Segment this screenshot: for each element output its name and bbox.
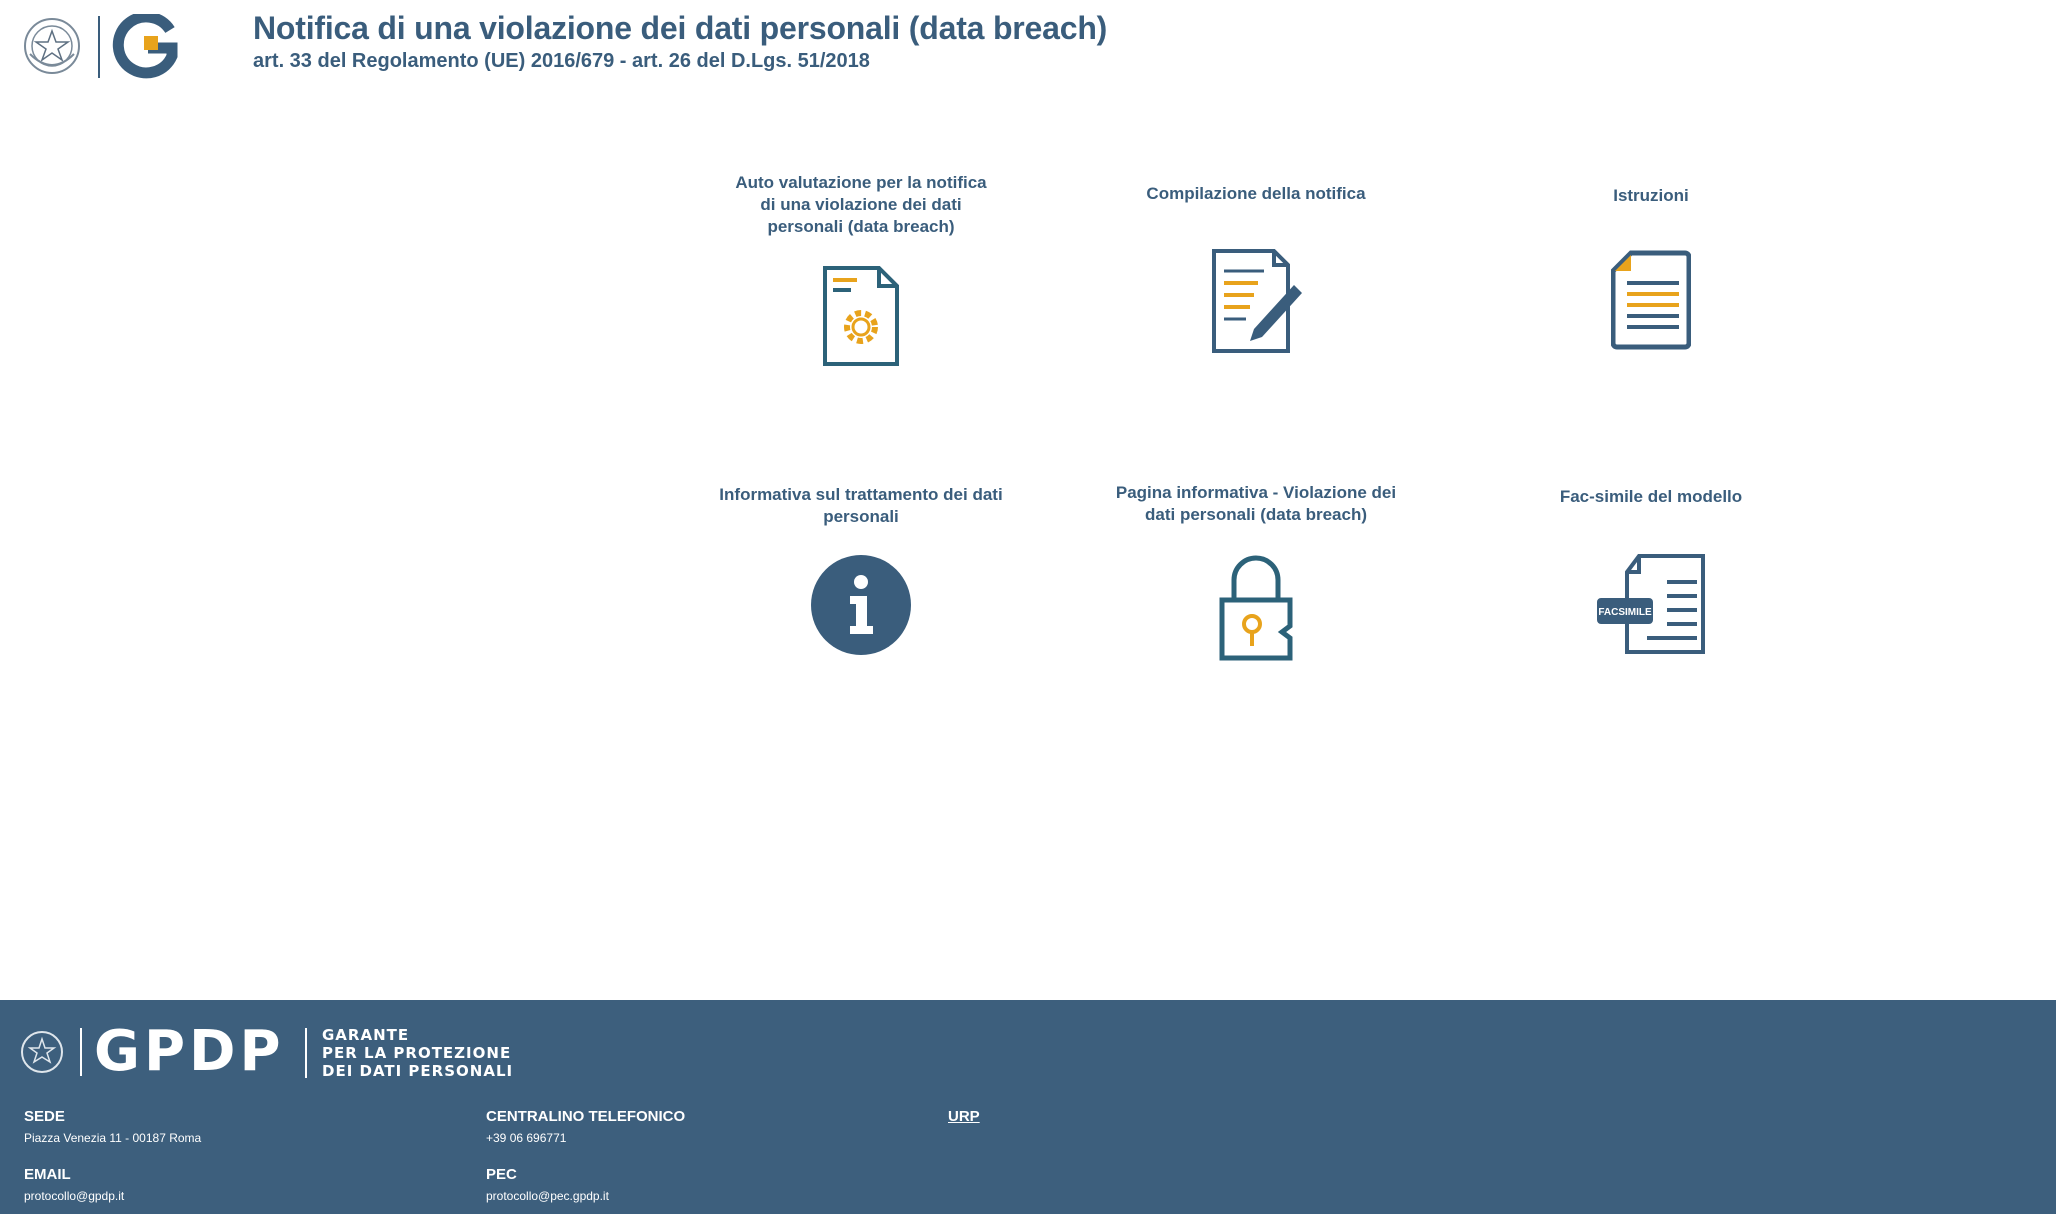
- tile-informativa-trattamento[interactable]: [711, 484, 1011, 664]
- tile-fac-simile[interactable]: [1501, 486, 1801, 666]
- garante-line: GARANTE: [322, 1026, 410, 1044]
- tile-label: Fac-simile del modello: [1559, 487, 1743, 506]
- tile-pagina-informativa[interactable]: [1106, 482, 1406, 662]
- info-icon: [810, 554, 912, 656]
- tile-label: Informativa sul trattamento dei dati personali: [719, 485, 1003, 526]
- garante-line: PER LA PROTEZIONE: [322, 1044, 512, 1062]
- tile-compilazione[interactable]: [1106, 183, 1406, 373]
- email-value[interactable]: protocollo@gpdp.it: [24, 1189, 125, 1203]
- footer-separator: [305, 1028, 307, 1078]
- pec-value[interactable]: protocollo@pec.gpdp.it: [486, 1189, 609, 1203]
- facsimile-badge: FACSIMILE: [1598, 607, 1652, 618]
- document-edit-icon: [1206, 247, 1306, 355]
- email-label: EMAIL: [24, 1166, 71, 1183]
- sede-value: Piazza Venezia 11 - 00187 Roma: [24, 1131, 202, 1145]
- tile-auto-valutazione[interactable]: [711, 172, 1011, 382]
- tile-label: Auto valutazione per la notifica di una violazione dei dati personali (data breach): [735, 173, 987, 236]
- page-footer: [0, 1000, 2056, 1214]
- page-subtitle: art. 33 del Regolamento (UE) 2016/679 - art. 26 del D.Lgs. 51/2018: [253, 50, 870, 72]
- centralino-value: +39 06 696771: [486, 1131, 567, 1145]
- page-header: [0, 0, 2056, 100]
- header-separator: [98, 16, 100, 78]
- sede-label: SEDE: [24, 1108, 65, 1125]
- italian-republic-emblem-icon: [22, 14, 82, 78]
- garante-g-logo-icon[interactable]: [112, 14, 180, 80]
- instructions-document-icon: [1611, 249, 1691, 351]
- gpdp-logo[interactable]: GPDP: [94, 1019, 285, 1084]
- garante-line: DEI DATI PERSONALI: [322, 1062, 514, 1080]
- centralino-label: CENTRALINO TELEFONICO: [486, 1108, 686, 1125]
- tile-label: Istruzioni: [1613, 186, 1689, 205]
- page-title: Notifica di una violazione dei dati personali (data breach): [253, 10, 1108, 46]
- tile-label: Pagina informativa - Violazione dei dati personali (data breach): [1115, 483, 1397, 524]
- pec-label: PEC: [486, 1166, 517, 1183]
- facsimile-document-icon: [1593, 552, 1709, 656]
- urp-link[interactable]: URP: [948, 1108, 980, 1125]
- document-gear-icon: [821, 264, 901, 368]
- broken-lock-icon: [1218, 550, 1294, 662]
- garante-name: [322, 1026, 513, 1080]
- tile-istruzioni[interactable]: [1501, 185, 1801, 375]
- footer-separator: [80, 1028, 82, 1076]
- tile-label: Compilazione della notifica: [1146, 184, 1366, 203]
- italian-republic-emblem-icon: [20, 1028, 64, 1076]
